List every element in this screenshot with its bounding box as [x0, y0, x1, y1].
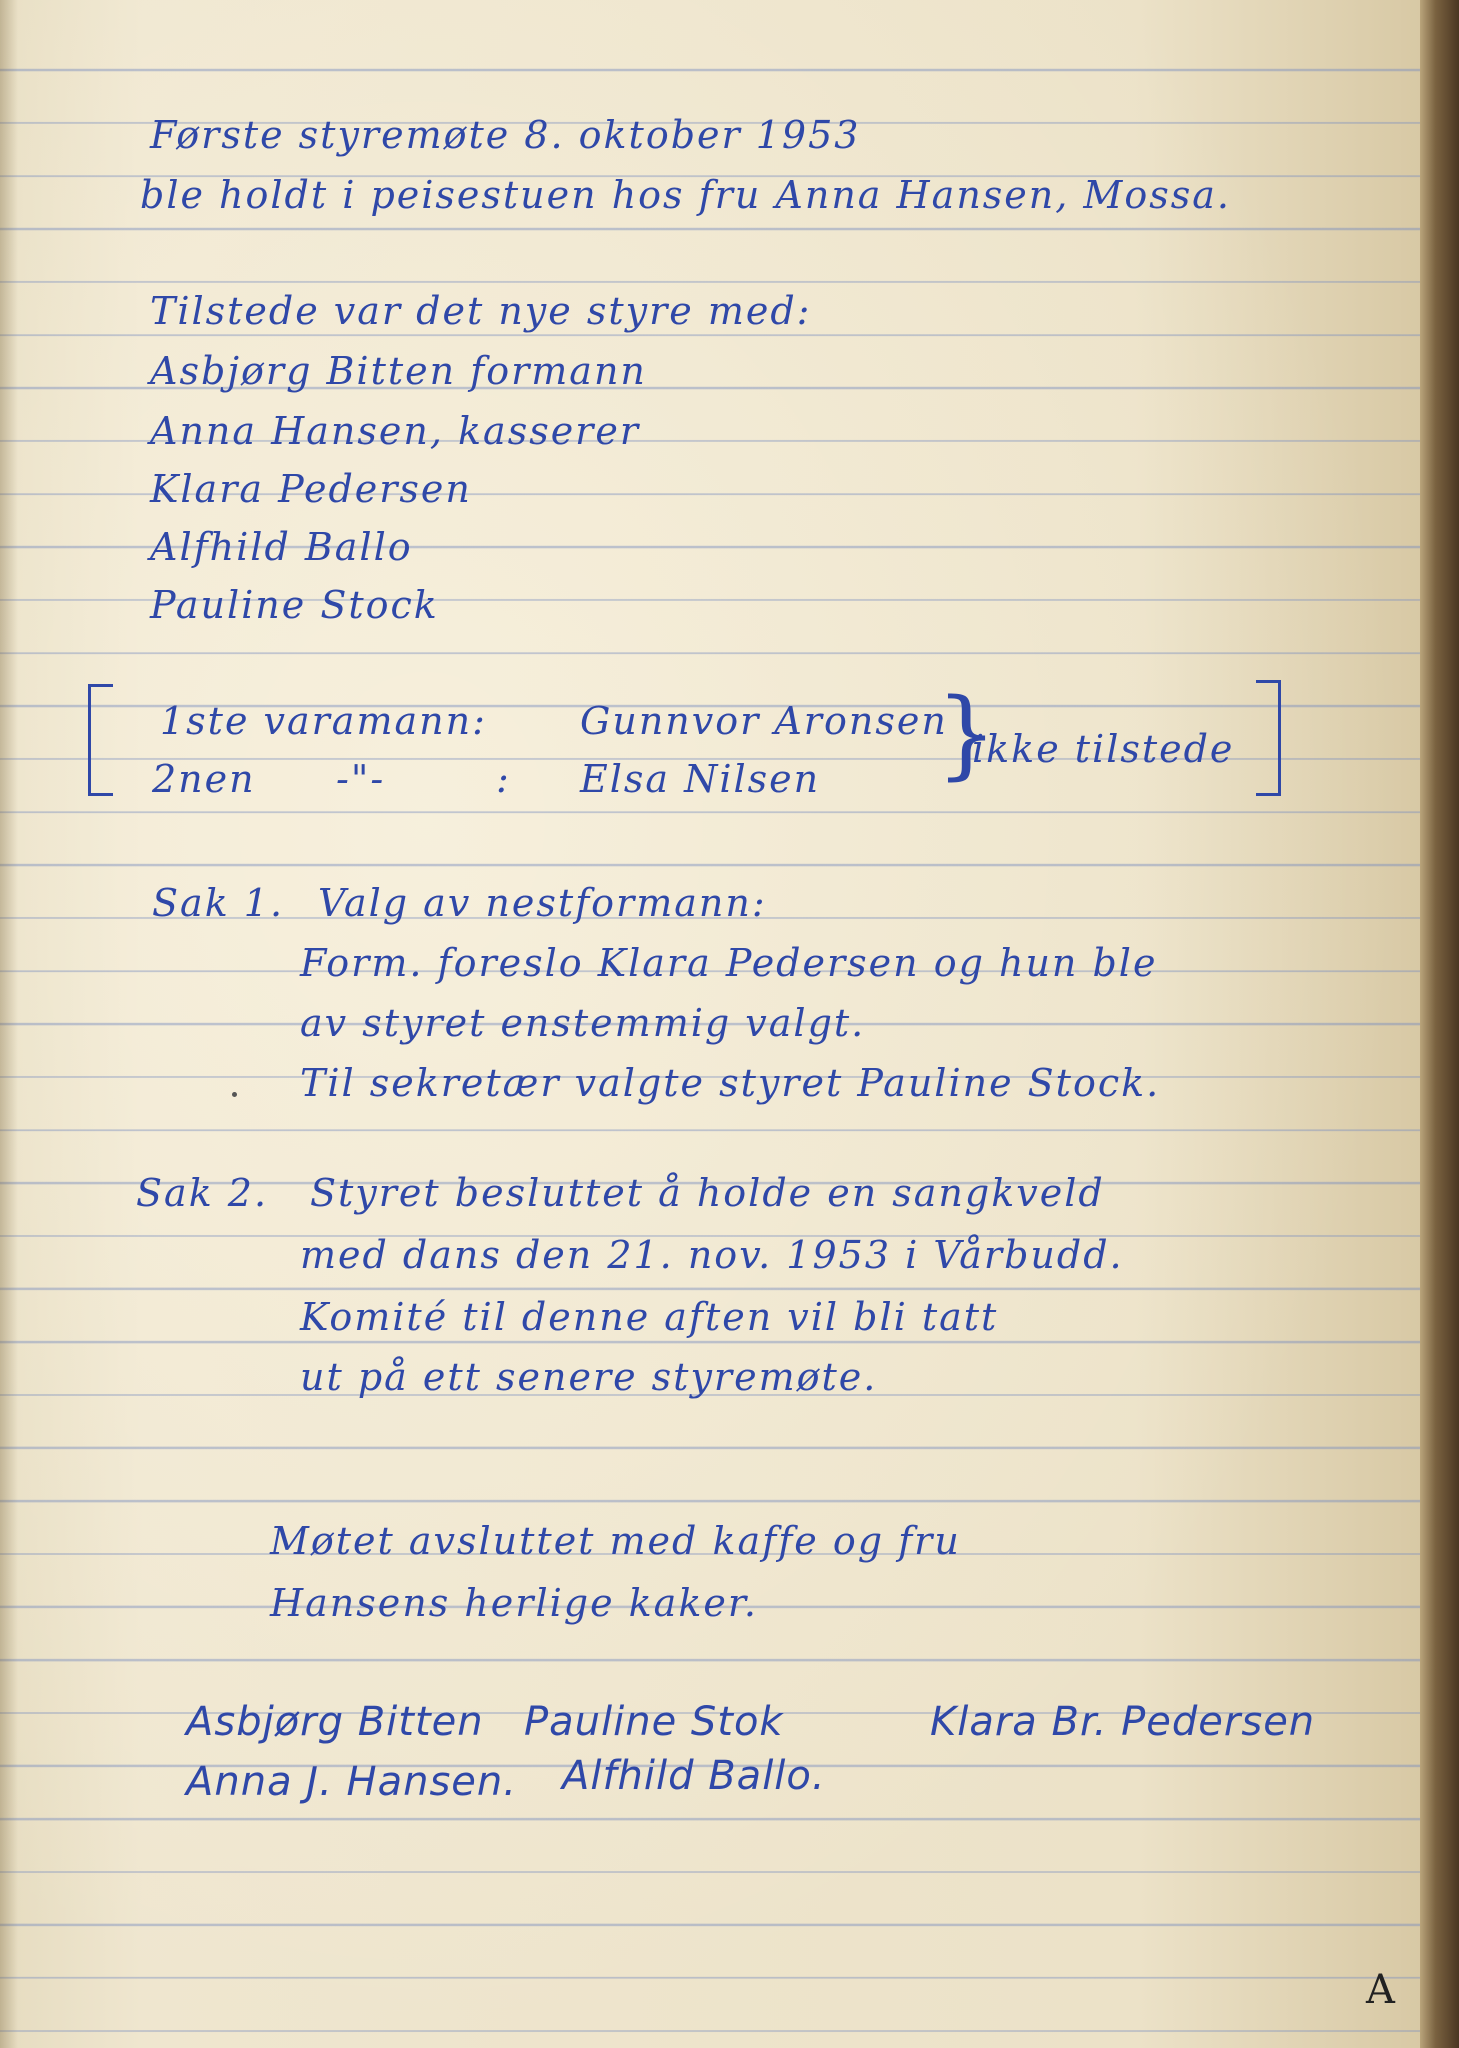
item-2-line-2: med dans den 21. nov. 1953 i Vårbudd.	[300, 1233, 1124, 1277]
deputies-note: ikke tilstede	[972, 727, 1235, 771]
member-3: Klara Pedersen	[150, 467, 472, 511]
deputy-2-label: 2nen	[152, 757, 256, 801]
signature-stok: Pauline Stok	[524, 1699, 784, 1745]
ink-speck	[232, 1092, 237, 1097]
closing-line-1: Møtet avsluttet med kaffe og fru	[270, 1519, 961, 1563]
member-2: Anna Hansen, kasserer	[150, 409, 641, 453]
page-shadow	[0, 0, 18, 2048]
meeting-title: Første styremøte 8. oktober 1953	[150, 113, 861, 157]
item-2-label: Sak 2.	[136, 1171, 269, 1215]
member-4: Alfhild Ballo	[150, 525, 413, 569]
deputy-2-colon: :	[496, 757, 511, 801]
signature-bitten: Asbjørg Bitten	[186, 1699, 484, 1745]
deputies-bracket-right	[1256, 680, 1281, 796]
member-5: Pauline Stock	[150, 583, 439, 627]
deputies-brace: }	[936, 678, 998, 790]
item-2-line-4: ut på ett senere styremøte.	[300, 1355, 878, 1399]
member-1: Asbjørg Bitten formann	[150, 349, 647, 393]
item-1-line-1: Valg av nestformann:	[318, 881, 767, 925]
signature-ballo: Alfhild Ballo.	[562, 1753, 826, 1799]
signature-pedersen: Klara Br. Pedersen	[930, 1699, 1316, 1745]
item-1-label: Sak 1.	[152, 881, 285, 925]
page-corner-mark: A	[1366, 1967, 1397, 2013]
item-2-line-3: Komité til denne aften vil bli tatt	[300, 1295, 999, 1339]
attendance-intro: Tilstede var det nye styre med:	[150, 289, 812, 333]
signature-hansen: Anna J. Hansen.	[186, 1759, 517, 1805]
item-1-line-3: av styret enstemmig valgt.	[300, 1001, 866, 1045]
deputy-2-ditto: -"-	[336, 757, 386, 801]
deputy-1-name: Gunnvor Aronsen	[580, 699, 948, 743]
item-2-line-1: Styret besluttet å holde en sangkveld	[310, 1171, 1105, 1215]
deputy-2-name: Elsa Nilsen	[580, 757, 821, 801]
deputy-1-label: 1ste varamann:	[160, 699, 487, 743]
item-1-line-4: Til sekretær valgte styret Pauline Stock.	[300, 1061, 1161, 1105]
meeting-location: ble holdt i peisestuen hos fru Anna Hansen, Mossa.	[140, 173, 1231, 217]
closing-line-2: Hansens herlige kaker.	[270, 1581, 758, 1625]
book-edge	[1420, 0, 1459, 2048]
deputies-bracket-left	[88, 684, 113, 796]
item-1-line-2: Form. foreslo Klara Pedersen og hun ble	[300, 941, 1158, 985]
